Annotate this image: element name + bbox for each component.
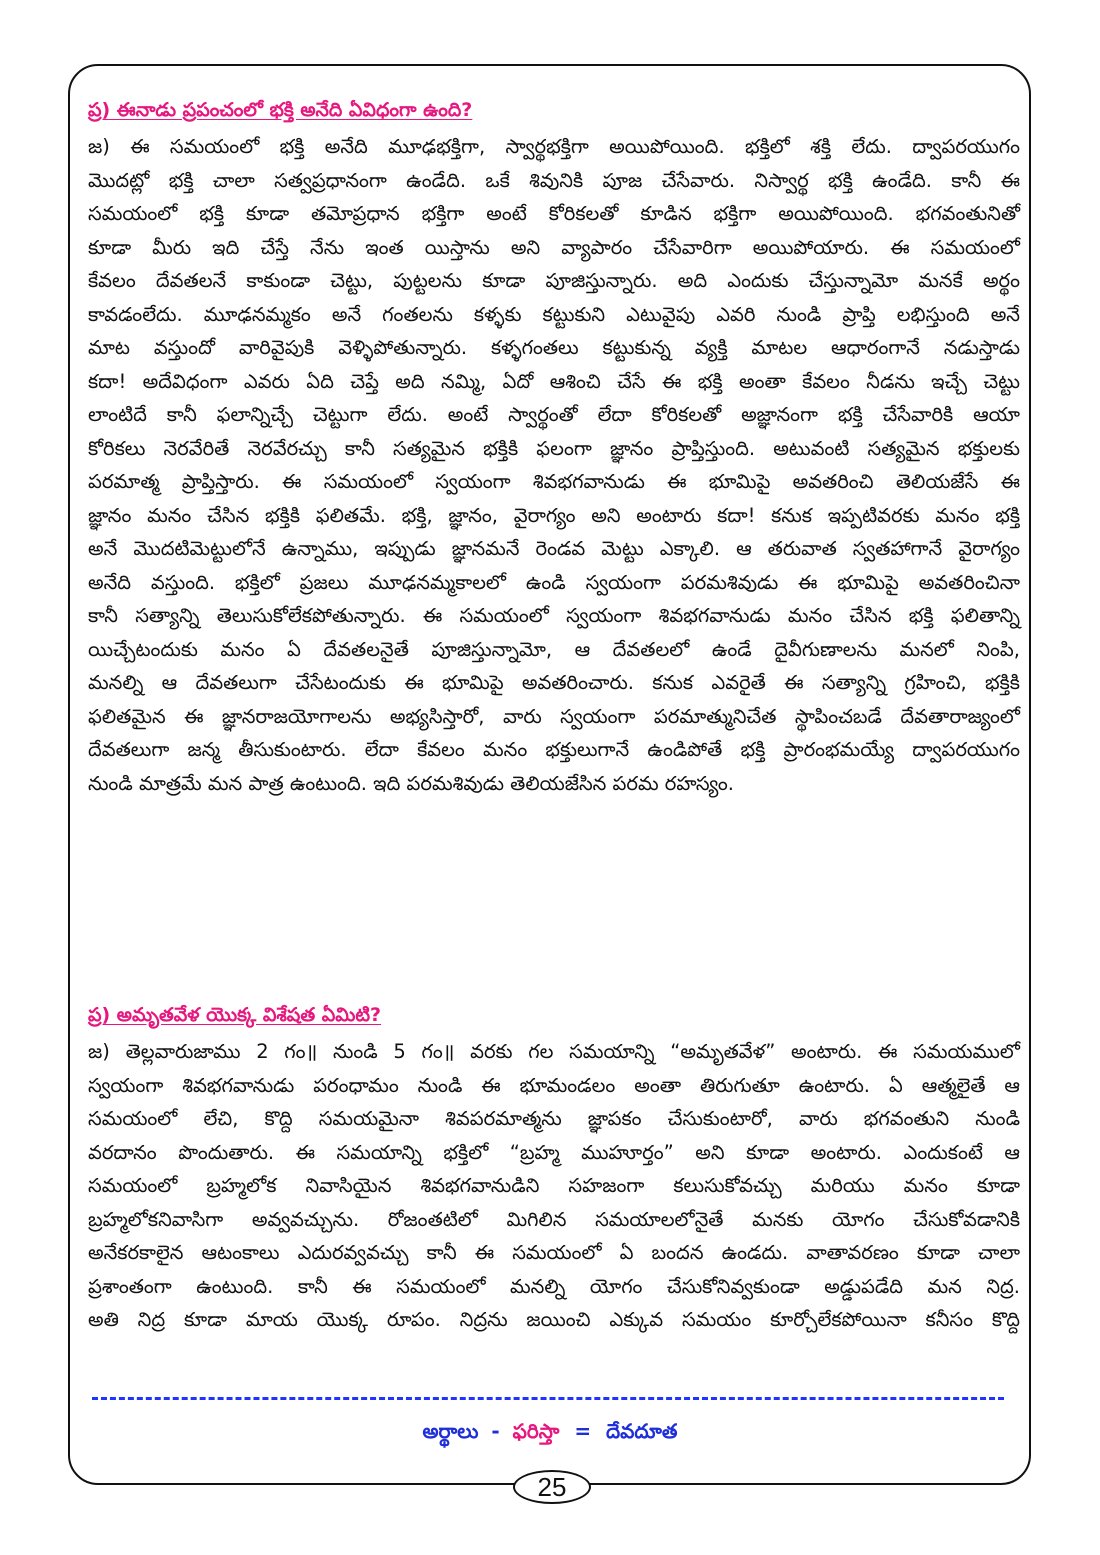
section-amritvela (88, 1000, 1020, 1337)
answer-line: స్వయంగా శివభగవానుడు పరంధామం నుండి ఈ భూమండలం అంతా తిరుగుతూ ఉంటారు. ఏ ఆత్మలైతే ఆ (88, 1073, 1020, 1097)
footnote-definition: దేవదూత (606, 1419, 678, 1443)
answer-line: దేవతలుగా జన్మ తీసుకుంటారు. లేదా కేవలం మనం భక్తులుగానే ఉండిపోతే భక్తి ప్రారంభమయ్యే ద్వాపరయుగం (88, 738, 1020, 761)
answer-line: బ్రహ్మలోకనివాసిగా అవ్వవచ్చును. రోజంతటిలో మిగిలిన సమయాలలోనైతే మనకు యోగం చేసుకోవడానికి (88, 1207, 1020, 1231)
footnote-equals: = (574, 1419, 592, 1443)
answer-line: సమయంలో లేచి, కొద్ది సమయమైనా శివపరమాత్మను జ్ఞాపకం చేసుకుంటారో, వారు భగవంతుని నుండి (88, 1107, 1020, 1130)
section-bhakti (88, 95, 1020, 800)
answer-line: జ) ఈ సమయంలో భక్తి అనేది మూఢభక్తిగా, స్వార్థభక్తిగా అయిపోయింది. భక్తిలో శక్తి లేదు. ద్వాపరయుగం (88, 135, 1020, 158)
answer-line: యిచ్చేటందుకు మనం ఏ దేవతలనైతే పూజిస్తున్నామో, ఆ దేవతలలో ఉండే దైవీగుణాలను మనలో నింపి, (88, 637, 1020, 661)
answer-line: వరదానం పొందుతారు. ఈ సమయాన్ని భక్తిలో “బ్రహ్మ ముహూర్తం” అని కూడా అంటారు. ఎందుకంటే ఆ (88, 1140, 1020, 1164)
answer-line: అనేది వస్తుంది. భక్తిలో ప్రజలు మూఢనమ్మకాలలో ఉండి స్వయంగా పరమశివుడు ఈ భూమిపై అవతరించినా (88, 570, 1020, 594)
footnote-label: అర్థాలు (422, 1419, 479, 1443)
answer-line: మాట వస్తుందో వారివైపుకి వెళ్ళిపోతున్నారు. కళ్ళగంతలు కట్టుకున్న వ్యక్తి మాటల ఆధారంగానే నడుస్తాడు (88, 336, 1020, 359)
answer-line: జ) తెల్లవారుజాము 2 గం॥ నుండి 5 గం॥ వరకు గల సమయాన్ని “అమృతవేళ” అంటారు. ఈ సమయములో (88, 1040, 1020, 1063)
answer-line: లాంటిదే కానీ ఫలాన్నిచ్చే చెట్టుగా లేదు. అంటే స్వార్థంతో లేదా కోరికలతో అజ్ఞానంగా భక్తి చేసేవారికి ఆయా (88, 403, 1020, 426)
answer-line: కావడంలేదు. మూఢనమ్మకం అనే గంతలను కళ్ళకు కట్టుకుని ఎటువైపు ఎవరి నుండి ప్రాప్తి లభిస్తుంది అనే (88, 302, 1020, 326)
footnote-meanings (0, 1418, 1100, 1444)
answer-line: మొదట్లో భక్తి చాలా సత్వప్రధానంగా ఉండేది. ఒకే శివునికి పూజ చేసేవారు. నిస్వార్థ భక్తి ఉండేది. కానీ ఈ (88, 168, 1020, 192)
answer-line: కేవలం దేవతలనే కాకుండా చెట్టు, పుట్టలను కూడా పూజిస్తున్నారు. అది ఎందుకు చేస్తున్నామో మనకే అర్థం (88, 269, 1020, 292)
footnote-separator: - (491, 1419, 500, 1443)
answer-line: అనే మొదటిమెట్టులోనే ఉన్నాము, ఇప్పుడు జ్ఞానమనే రెండవ మెట్టు ఎక్కాలి. ఆ తరువాత స్వతహాగానే వైరాగ్యం (88, 537, 1020, 560)
answer-line: అనేకరకాలైన ఆటంకాలు ఎదురవ్వవచ్చు కానీ ఈ సమయంలో ఏ బందన ఉండదు. వాతావరణం కూడా చాలా (88, 1241, 1020, 1264)
answer-line: పరమాత్మ ప్రాప్తిస్తారు. ఈ సమయంలో స్వయంగా శివభగవానుడు ఈ భూమిపై అవతరించి తెలియజేసే ఈ (88, 470, 1020, 493)
answer-line: జ్ఞానం మనం చేసిన భక్తికి ఫలితమే. భక్తి, జ్ఞానం, వైరాగ్యం అని అంటారు కదా! కనుక ఇప్పటివరకు మనం భక్తి (88, 503, 1020, 527)
answer-line: కానీ సత్యాన్ని తెలుసుకోలేకపోతున్నారు. ఈ సమయంలో స్వయంగా శివభగవానుడు మనం చేసిన భక్తి ఫలితాన్ని (88, 604, 1020, 627)
page-number: 25 (537, 1471, 567, 1502)
answer-line: ప్రశాంతంగా ఉంటుంది. కానీ ఈ సమయంలో మనల్ని యోగం చేసుకోనివ్వకుండా అడ్డుపడేది మన నిద్ర. (88, 1274, 1020, 1298)
answer-paragraph (88, 130, 1020, 800)
answer-line: కదా! అదేవిధంగా ఎవరు ఏది చెప్తే అది నమ్మి, ఏదో ఆశించి చేసే ఈ భక్తి అంతా కేవలం నీడను ఇచ్చే చెట్టు (88, 369, 1020, 393)
answer-line: సమయంలో భక్తి కూడా తమోప్రధాన భక్తిగా అంటే కోరికలతో కూడిన భక్తిగా అయిపోయింది. భగవంతునితో (88, 202, 1020, 225)
answer-line: మనల్ని ఆ దేవతలుగా చేసేటందుకు ఈ భూమిపై అవతరించారు. కనుక ఎవరైతే ఈ సత్యాన్ని గ్రహించి, భక్తికి (88, 671, 1020, 694)
question-heading: ప్ర) అమృతవేళ యొక్క విశేషత ఏమిటి? (88, 1004, 382, 1026)
question-heading: ప్ర) ఈనాడు ప్రపంచంలో భక్తి అనేది ఏవిధంగా ఉంది? (88, 99, 473, 121)
answer-line: కూడా మీరు ఇది చేస్తే నేను ఇంత యిస్తాను అని వ్యాపారం చేసేవారిగా అయిపోయారు. ఈ సమయంలో (88, 235, 1020, 259)
answer-line: కోరికలు నెరవేరితే నెరవేరచ్చు కానీ సత్యమైన భక్తికి ఫలంగా జ్ఞానం ప్రాప్తిస్తుంది. అటువంటి సత్యమైన భక్తులకు (88, 436, 1020, 460)
answer-line: అతి నిద్ర కూడా మాయ యొక్క రూపం. నిద్రను జయించి ఎక్కువ సమయం కూర్చోలేకపోయినా కనీసం కొద్ది (88, 1308, 1020, 1331)
answer-line: సమయంలో బ్రహ్మలోక నివాసియైన శివభగవానుడిని సహజంగా కలుసుకోవచ్చు మరియు మనం కూడా (88, 1174, 1020, 1197)
answer-paragraph (88, 1035, 1020, 1337)
answer-line: ఫలితమైన ఈ జ్ఞానరాజయోగాలను అభ్యసిస్తారో, వారు స్వయంగా పరమాత్మునిచేత స్థాపించబడే దేవతారాజ్యంలో (88, 704, 1020, 728)
footnote-word: ఫరిస్తా (512, 1419, 560, 1443)
answer-line: నుండి మాత్రమే మన పాత్ర ఉంటుంది. ఇది పరమశివుడు తెలియజేసిన పరమ రహస్యం. (88, 771, 734, 795)
dashed-divider (92, 1397, 1004, 1400)
page-number-oval (513, 1470, 591, 1504)
